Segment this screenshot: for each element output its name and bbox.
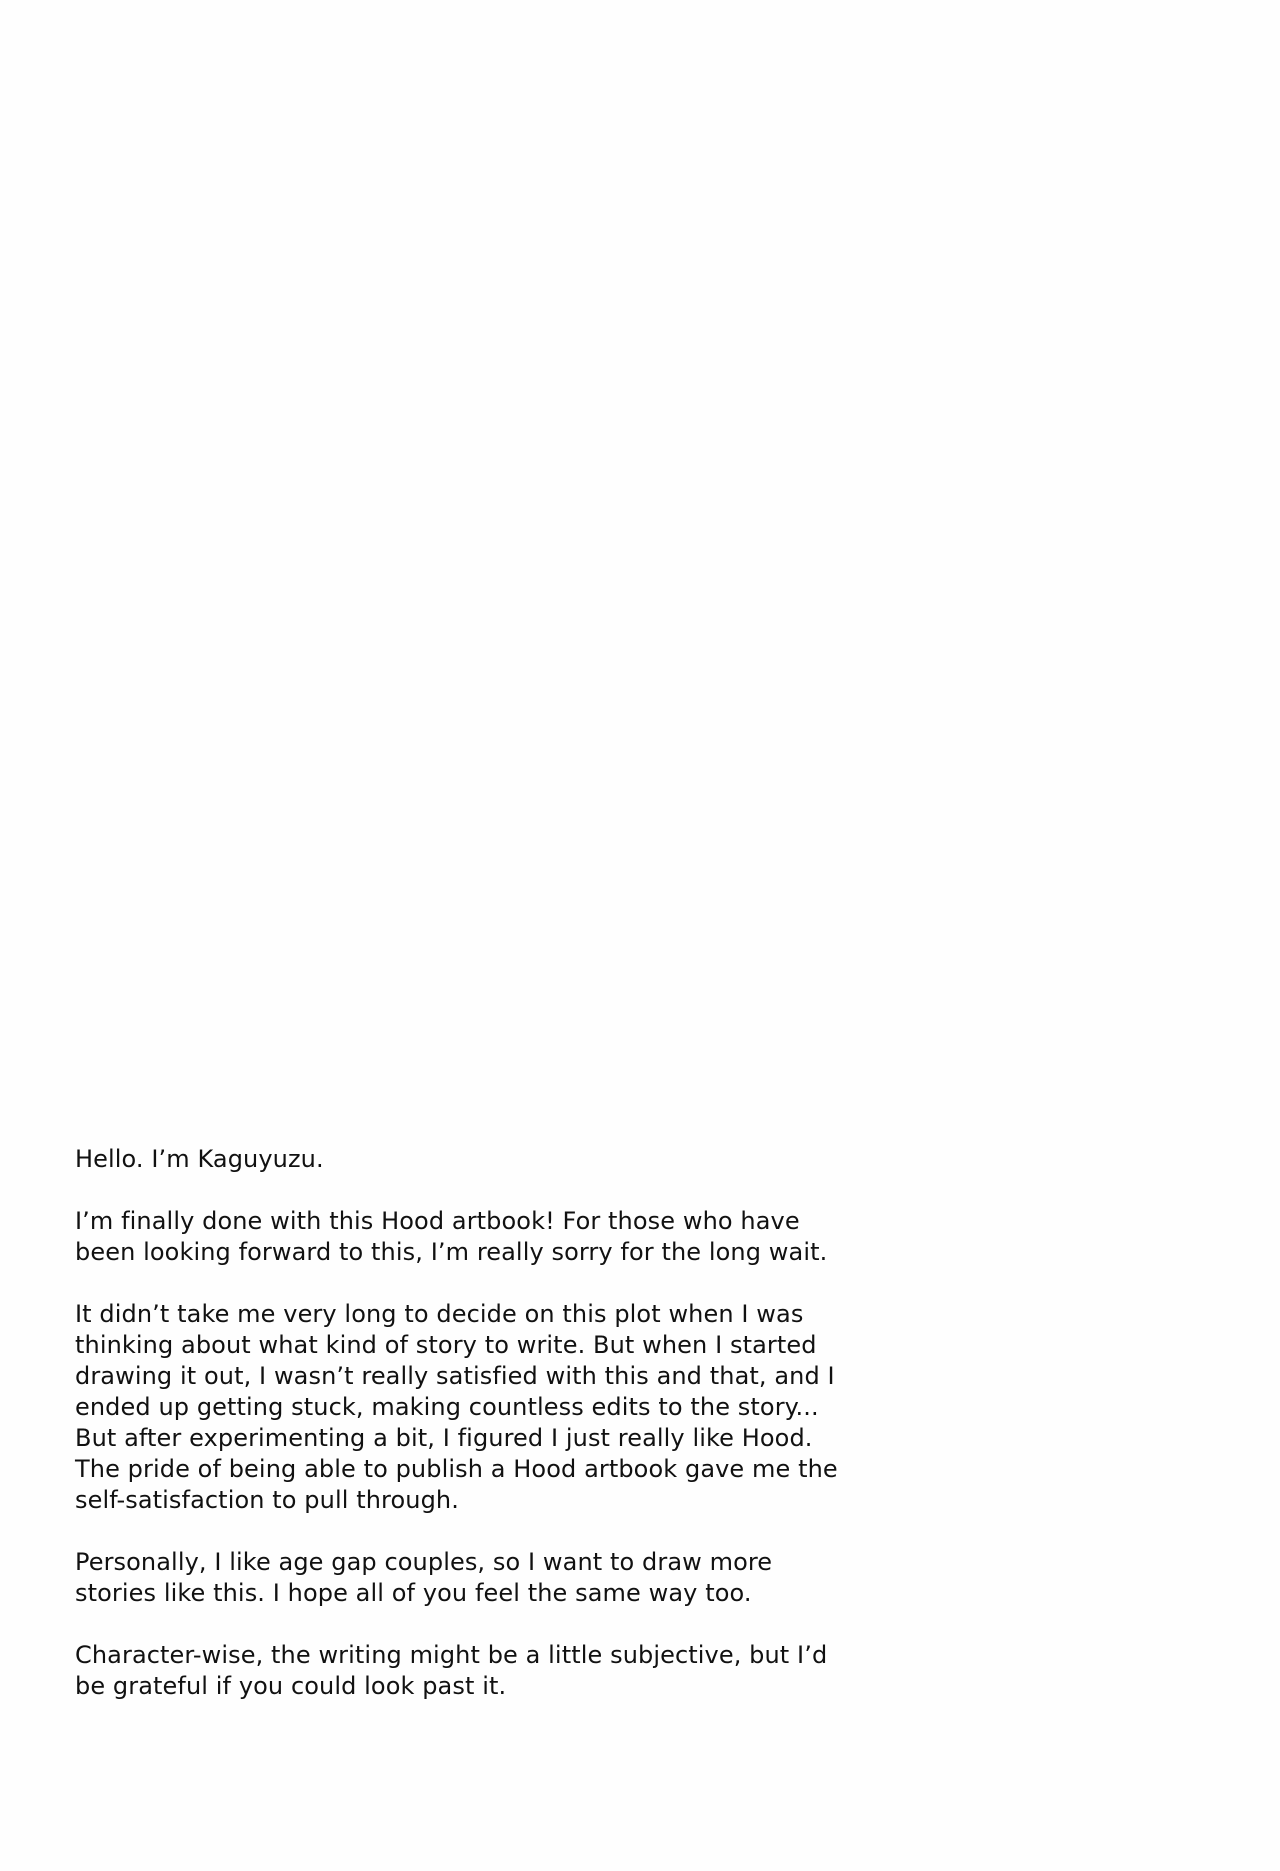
closing-paragraph: Character-wise, the writing might be a little subjective, but I’d be grateful if you could look past it. — [75, 1641, 828, 1700]
greeting-paragraph: Hello. I’m Kaguyuzu. — [75, 1145, 324, 1173]
afterword-text-block — [75, 1144, 845, 1702]
apology-paragraph: I’m finally done with this Hood artbook! For those who have been looking forward to this, I’m really sorry for the long wait. — [75, 1207, 828, 1266]
preference-paragraph: Personally, I like age gap couples, so I want to draw more stories like this. I hope all of you feel the same way too. — [75, 1548, 773, 1607]
process-paragraph: It didn’t take me very long to decide on this plot when I was thinking about what kind of story to write. But when I started drawing it out, I wasn’t really satisfied with this and that, and I ended up getting stuck, making countless edits to the story... But after experimenting a bit, I figured I just really like Hood. The pride of being able to publish a Hood artbook gave me the self-satisfaction to pull through. — [75, 1300, 838, 1514]
